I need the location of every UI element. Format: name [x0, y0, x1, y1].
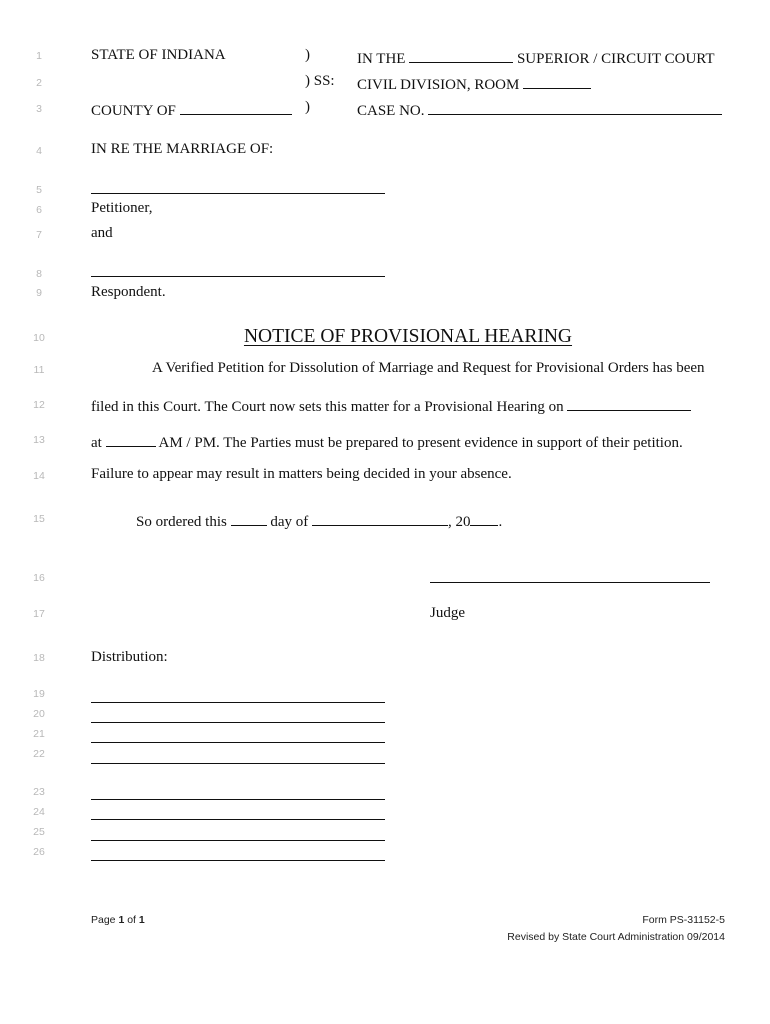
case-no-label: CASE NO. [357, 103, 425, 119]
line-number: 5 [36, 184, 42, 196]
case-line [357, 100, 722, 119]
line-number: 20 [33, 708, 45, 720]
distribution-label: Distribution: [91, 649, 168, 665]
court-prefix: IN THE [357, 51, 406, 67]
line-number: 14 [33, 470, 45, 482]
county-label: COUNTY OF [91, 103, 176, 119]
at-label: at [91, 435, 102, 451]
order-day-blank[interactable] [231, 511, 267, 526]
revised-note: Revised by State Court Administration 09/2014 [507, 931, 725, 943]
line-number: 23 [33, 786, 45, 798]
form-number: Form PS-31152-5 [642, 914, 725, 926]
distribution-blank[interactable] [91, 722, 385, 723]
hearing-time-blank[interactable] [106, 432, 156, 447]
respondent-name-blank[interactable] [91, 276, 385, 277]
page-label: Page [91, 914, 116, 926]
court-name-blank[interactable] [409, 48, 513, 63]
court-suffix: SUPERIOR / CIRCUIT COURT [516, 51, 715, 67]
line-number: 17 [33, 608, 45, 620]
page-title: NOTICE OF PROVISIONAL HEARING [243, 326, 573, 347]
paren: ) [305, 99, 310, 115]
in-re-label: IN RE THE MARRIAGE OF: [91, 141, 274, 157]
line-number: 12 [33, 399, 45, 411]
order-year-blank[interactable] [470, 511, 498, 526]
page-total: 1 [138, 914, 145, 926]
line-number: 13 [33, 434, 45, 446]
hearing-date-blank[interactable] [567, 396, 691, 411]
line-number: 18 [33, 652, 45, 664]
line-number: 3 [36, 103, 42, 115]
line-number: 21 [33, 728, 45, 740]
order-month-blank[interactable] [312, 511, 448, 526]
distribution-blank[interactable] [91, 840, 385, 841]
body-line-13 [91, 432, 683, 451]
ampm-text: AM / PM. The Parties must be prepared to present evidence in support of their petition. [158, 435, 683, 451]
so-ordered-line [136, 511, 502, 530]
line-number: 16 [33, 572, 45, 584]
ss-label: ) SS: [305, 73, 335, 89]
distribution-blank[interactable] [91, 860, 385, 861]
judge-label: Judge [430, 605, 465, 621]
county-line [91, 100, 292, 119]
line-number: 6 [36, 204, 42, 216]
county-blank[interactable] [180, 100, 292, 115]
line-number: 24 [33, 806, 45, 818]
line-number: 2 [36, 77, 42, 89]
division-line [357, 74, 591, 93]
page-of: of [127, 914, 136, 926]
distribution-blank[interactable] [91, 702, 385, 703]
line-number: 10 [33, 332, 45, 344]
line-number: 22 [33, 748, 45, 760]
page-indicator [91, 914, 145, 926]
distribution-blank[interactable] [91, 799, 385, 800]
judge-signature-line[interactable] [430, 582, 710, 583]
division-label: CIVIL DIVISION, ROOM [357, 77, 520, 93]
line-number: 9 [36, 287, 42, 299]
respondent-label: Respondent. [91, 284, 166, 300]
period: . [498, 514, 503, 530]
body-line-14: Failure to appear may result in matters being decided in your absence. [91, 466, 512, 482]
body-line-11: A Verified Petition for Dissolution of Marriage and Request for Provisional Orders has been [152, 360, 705, 376]
year-prefix: , 20 [447, 514, 471, 530]
so-ordered-label: So ordered this [136, 514, 227, 530]
case-no-blank[interactable] [428, 100, 722, 115]
petitioner-name-blank[interactable] [91, 193, 385, 194]
distribution-blank[interactable] [91, 742, 385, 743]
state-label: STATE OF INDIANA [91, 47, 226, 63]
line-number: 26 [33, 846, 45, 858]
line-number: 19 [33, 688, 45, 700]
distribution-blank[interactable] [91, 763, 385, 764]
line-number: 7 [36, 229, 42, 241]
line-number: 4 [36, 145, 42, 157]
line-number: 25 [33, 826, 45, 838]
body-line-12 [91, 396, 691, 415]
line-number: 8 [36, 268, 42, 280]
line-number: 11 [33, 364, 45, 376]
distribution-blank[interactable] [91, 819, 385, 820]
line-number: 15 [33, 513, 45, 525]
page-number: 1 [118, 914, 125, 926]
paren: ) [305, 47, 310, 63]
court-line [357, 48, 715, 67]
line-number: 1 [36, 50, 42, 62]
petitioner-label: Petitioner, [91, 200, 153, 216]
hearing-text: filed in this Court. The Court now sets this matter for a Provisional Hearing on [91, 399, 564, 415]
room-blank[interactable] [523, 74, 591, 89]
and-label: and [91, 225, 113, 241]
day-of-label: day of [270, 514, 309, 530]
